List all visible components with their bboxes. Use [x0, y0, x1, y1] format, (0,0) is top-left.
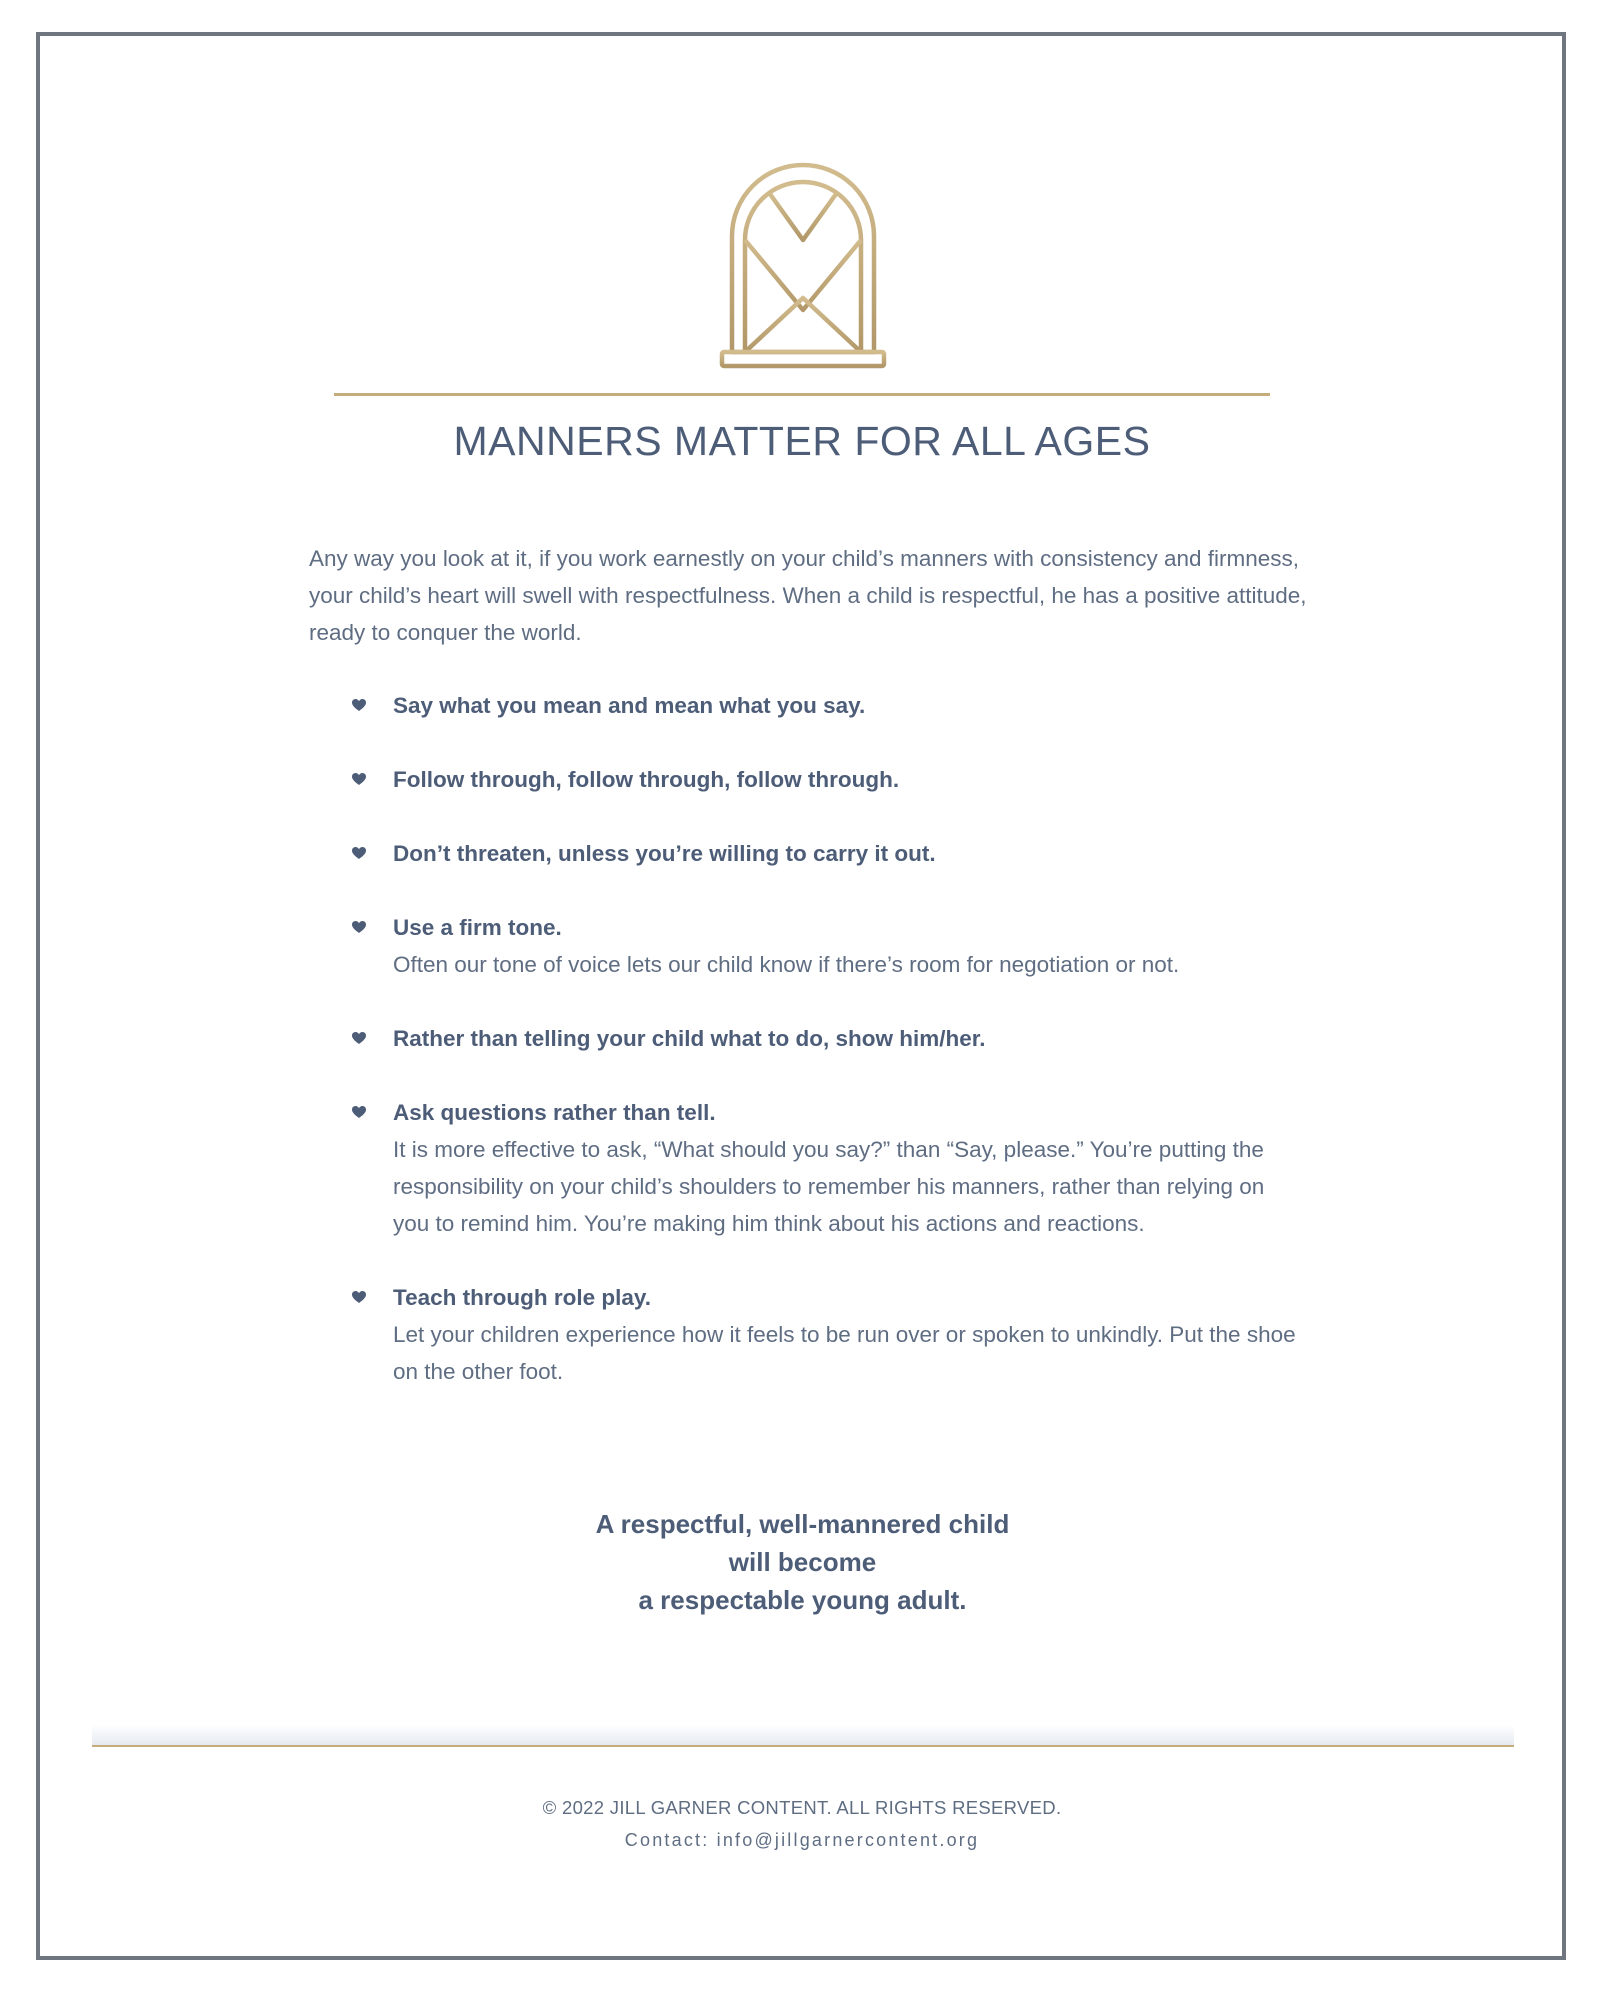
tip-heading: Don’t threaten, unless you’re willing to carry it out.: [393, 841, 936, 866]
tip-heading: Teach through role play.: [393, 1285, 651, 1310]
title-divider: [334, 393, 1270, 396]
list-item: [350, 835, 1300, 872]
list-item: [350, 1020, 1300, 1057]
list-item: [350, 1279, 1300, 1390]
tip-heading: Follow through, follow through, follow through.: [393, 767, 900, 792]
tip-description: Let your children experience how it feels to be run over or spoken to unkindly. Put the shoe on the other foot.: [393, 1322, 1296, 1384]
copyright-notice: © 2022 JILL GARNER CONTENT. ALL RIGHTS RESERVED.: [542, 1797, 1062, 1818]
heart-icon: [352, 1291, 366, 1304]
footer-band: [92, 1725, 1514, 1745]
page-title: MANNERS MATTER FOR ALL AGES: [453, 418, 1151, 464]
heart-icon: [352, 773, 366, 786]
heart-icon: [352, 921, 366, 934]
closing-statement: [400, 1505, 1205, 1619]
tip-description: Often our tone of voice lets our child know if there’s room for negotiation or not.: [393, 952, 1180, 977]
heart-icon: [352, 1032, 366, 1045]
intro-paragraph: Any way you look at it, if you work earnestly on your child’s manners with consistency and firmness, your child’s heart will swell with respectfulness. When a child is respectful, he has a positive attitude, ready to conquer the world.: [309, 546, 1307, 645]
arched-window-icon: [718, 160, 888, 374]
footer-divider: [92, 1745, 1514, 1747]
closing-line: A respectful, well-mannered child: [595, 1509, 1010, 1539]
heart-icon: [352, 1106, 366, 1119]
contact-email[interactable]: Contact: info@jillgarnercontent.org: [624, 1830, 980, 1850]
list-item: [350, 1094, 1300, 1242]
closing-line: a respectable young adult.: [638, 1585, 967, 1615]
list-item: [350, 761, 1300, 798]
tip-heading: Use a firm tone.: [393, 915, 562, 940]
closing-line: will become: [728, 1547, 877, 1577]
list-item: [350, 909, 1300, 983]
tip-heading: Say what you mean and mean what you say.: [393, 693, 866, 718]
list-item: [350, 687, 1300, 724]
tips-list: [350, 687, 1300, 1427]
heart-icon: [352, 699, 366, 712]
tip-heading: Ask questions rather than tell.: [393, 1100, 716, 1125]
tip-heading: Rather than telling your child what to do, show him/her.: [393, 1026, 986, 1051]
tip-description: It is more effective to ask, “What should you say?” than “Say, please.” You’re putting the responsibility on your child’s shoulders to remember his manners, rather than relying on you to remind him. You’re making him think about his actions and reactions.: [393, 1137, 1265, 1236]
heart-icon: [352, 847, 366, 860]
